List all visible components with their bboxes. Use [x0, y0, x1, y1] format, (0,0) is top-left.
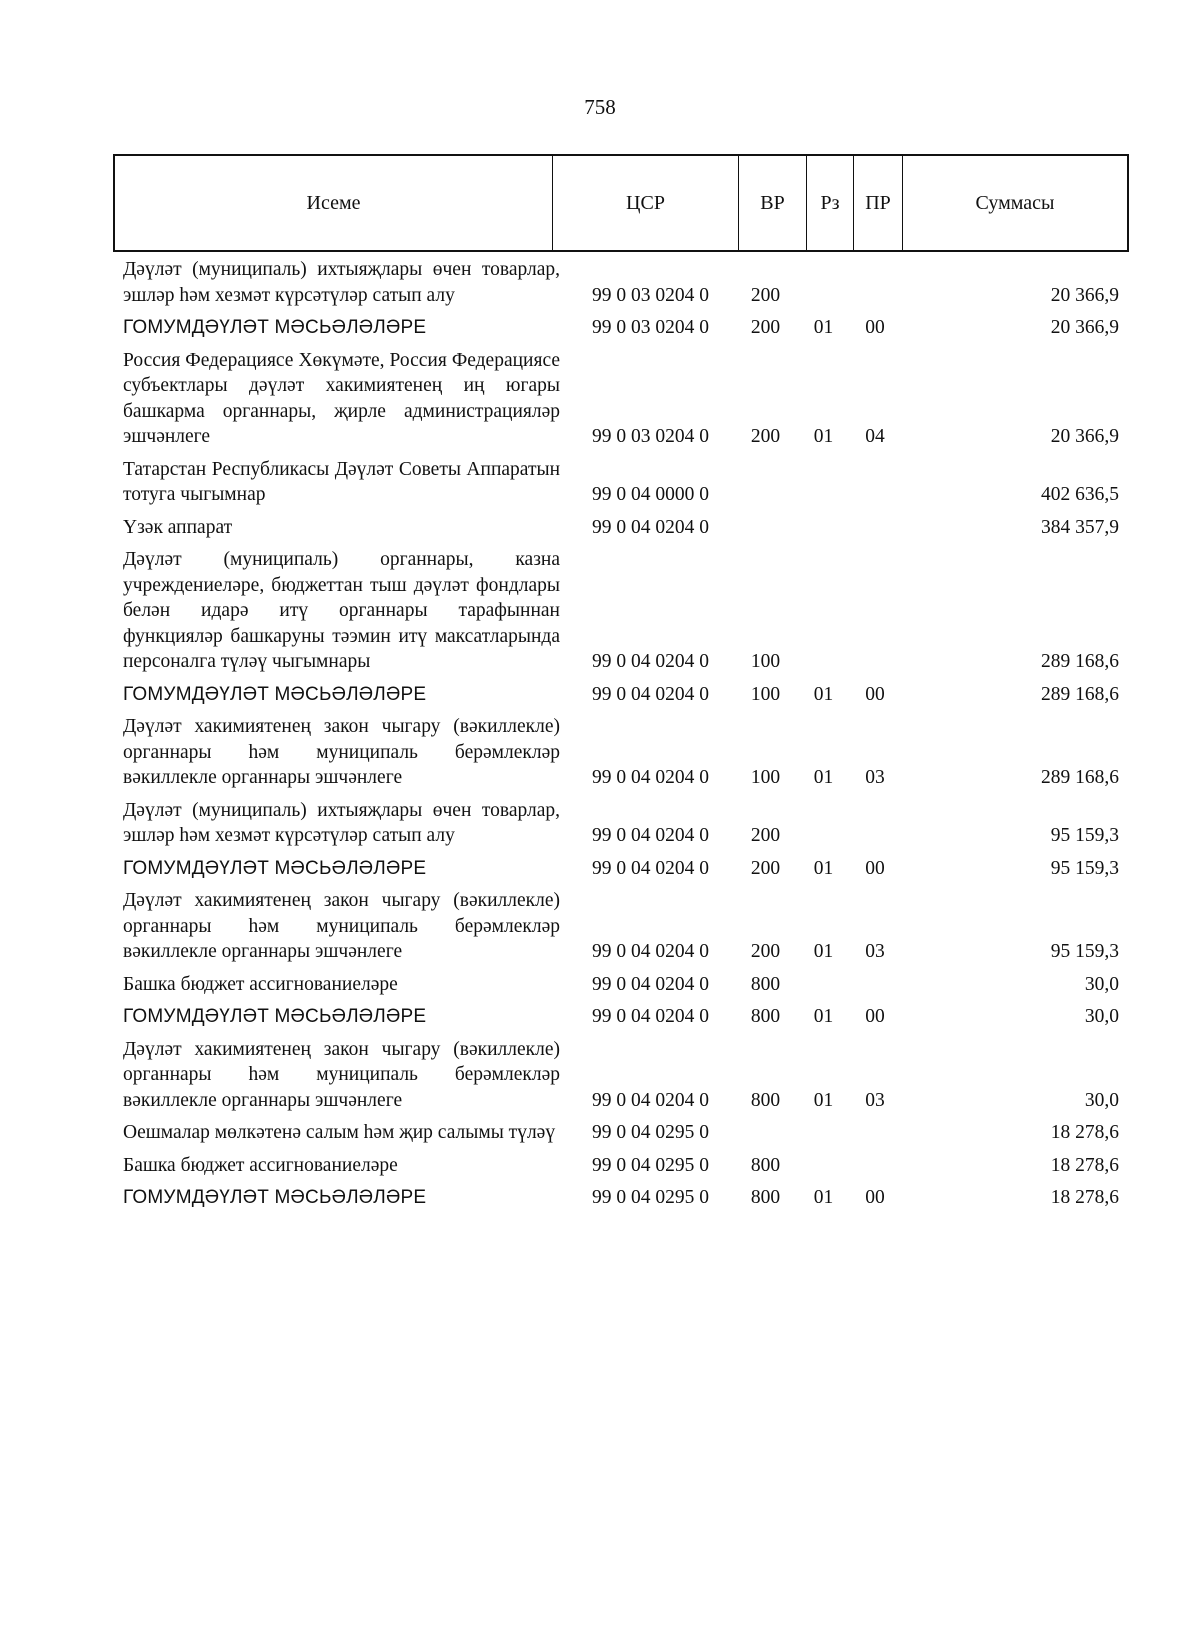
cell-sum: 95 159,3: [1050, 941, 1119, 962]
cell-rz: 01: [813, 683, 834, 705]
cell-sum: 289 168,6: [1041, 683, 1119, 705]
cell-rz: 01: [813, 1089, 834, 1111]
cell-pr: 03: [865, 1089, 885, 1111]
header-name: Исеме: [115, 156, 553, 250]
cell-rz: 01: [813, 767, 834, 788]
table-row: [123, 1120, 1123, 1146]
cell-sum: 18 278,6: [1050, 1122, 1119, 1143]
cell-rz: 01: [813, 1187, 834, 1208]
cell-csr: 99 0 04 0204 0: [592, 941, 709, 962]
table-row: [123, 257, 1123, 308]
table-row: [123, 682, 1123, 708]
cell-csr: 99 0 04 0295 0: [592, 1122, 709, 1143]
cell-csr: 99 0 04 0204 0: [592, 1089, 709, 1111]
cell-csr: 99 0 03 0204 0: [592, 426, 709, 447]
table-row: [123, 1185, 1123, 1211]
table-row: [123, 515, 1123, 541]
cell-pr: 04: [865, 426, 885, 447]
cell-name: ГОМУМДӘҮЛӘТ МӘСЬӘЛӘЛӘРЕ: [123, 1006, 427, 1027]
table-row: [123, 1004, 1123, 1030]
cell-vr: 200: [750, 426, 781, 447]
cell-name: Татарстан Республикасы Дәүләт Советы Аппаратын тотуга чыгымнар: [123, 458, 560, 505]
cell-pr: 00: [865, 317, 885, 338]
table-row: [123, 888, 1123, 965]
cell-pr: 00: [865, 1006, 885, 1027]
cell-sum: 30,0: [1084, 1089, 1119, 1111]
cell-rz: 01: [813, 941, 834, 962]
cell-name: Башка бюджет ассигнованиеләре: [123, 1154, 398, 1176]
cell-csr: 99 0 04 0204 0: [592, 651, 709, 672]
cell-vr: 800: [750, 1089, 781, 1111]
cell-csr: 99 0 04 0204 0: [592, 516, 709, 538]
table-row: [123, 348, 1123, 450]
cell-name: Дәүләт хакимиятенең закон чыгару (вәкиллекле) органнары һәм муниципаль берәмлекләр вәкиллекле органнары эшчәнлеге: [123, 890, 560, 962]
table-row: [123, 547, 1123, 675]
cell-sum: 289 168,6: [1041, 651, 1119, 672]
cell-vr: 800: [750, 1154, 781, 1176]
cell-sum: 20 366,9: [1050, 426, 1119, 447]
header-vr: ВР: [739, 156, 807, 250]
cell-csr: 99 0 03 0204 0: [592, 317, 709, 338]
cell-vr: 200: [750, 857, 781, 879]
cell-csr: 99 0 04 0295 0: [592, 1154, 709, 1176]
cell-sum: 20 366,9: [1050, 317, 1119, 338]
cell-sum: 402 636,5: [1041, 484, 1119, 505]
table-row: [123, 972, 1123, 998]
cell-vr: 100: [750, 767, 781, 788]
cell-csr: 99 0 04 0204 0: [592, 1006, 709, 1027]
cell-vr: 200: [750, 317, 781, 338]
cell-vr: 200: [750, 284, 781, 306]
cell-name: ГОМУМДӘҮЛӘТ МӘСЬӘЛӘЛӘРЕ: [123, 857, 427, 879]
cell-name: ГОМУМДӘҮЛӘТ МӘСЬӘЛӘЛӘРЕ: [123, 683, 427, 705]
cell-csr: 99 0 04 0204 0: [592, 825, 709, 846]
cell-pr: 00: [865, 857, 885, 879]
table-row: [123, 856, 1123, 882]
cell-name: Россия Федерациясе Хөкүмәте, Россия Федерациясе субъектлары дәүләт хакимиятенең иң югары башкарма органнары, җирле администрацияләр эшчәнлеге: [123, 349, 560, 447]
cell-vr: 800: [750, 1006, 781, 1027]
table-row: [123, 1037, 1123, 1114]
table-row: [123, 714, 1123, 791]
table-header: [113, 154, 1129, 252]
table-row: [123, 315, 1123, 341]
cell-name: Дәүләт хакимиятенең закон чыгару (вәкиллекле) органнары һәм муниципаль берәмлекләр вәкиллекле органнары эшчәнлеге: [123, 716, 560, 788]
table-row: [123, 457, 1123, 508]
cell-sum: 289 168,6: [1041, 767, 1119, 788]
table-row: [123, 798, 1123, 849]
cell-sum: 18 278,6: [1050, 1187, 1119, 1208]
cell-sum: 95 159,3: [1050, 825, 1119, 846]
cell-csr: 99 0 04 0295 0: [592, 1187, 709, 1208]
header-sum: Суммасы: [975, 191, 1055, 214]
cell-csr: 99 0 04 0204 0: [592, 973, 709, 995]
cell-pr: 00: [865, 683, 885, 705]
cell-rz: 01: [813, 317, 834, 338]
cell-rz: 01: [813, 857, 834, 879]
cell-pr: 00: [865, 1187, 885, 1208]
cell-name: Башка бюджет ассигнованиеләре: [123, 973, 398, 995]
table-row: [123, 1153, 1123, 1179]
cell-vr: 800: [750, 973, 781, 995]
cell-vr: 200: [750, 941, 781, 962]
cell-vr: 100: [750, 651, 781, 672]
cell-name: Дәүләт (муниципаль) ихтыяҗлары өчен товарлар, эшләр һәм хезмәт күрсәтүләр сатып алу: [123, 799, 560, 846]
cell-csr: 99 0 04 0204 0: [592, 683, 709, 705]
header-csr: ЦСР: [553, 156, 739, 250]
cell-pr: 03: [865, 767, 885, 788]
cell-name: ГОМУМДӘҮЛӘТ МӘСЬӘЛӘЛӘРЕ: [123, 317, 427, 338]
cell-vr: 100: [750, 683, 781, 705]
cell-csr: 99 0 04 0000 0: [592, 484, 709, 505]
cell-vr: 800: [750, 1187, 781, 1208]
header-rz: Рз: [807, 156, 854, 250]
cell-rz: 01: [813, 1006, 834, 1027]
cell-csr: 99 0 03 0204 0: [592, 284, 709, 306]
cell-name: ГОМУМДӘҮЛӘТ МӘСЬӘЛӘЛӘРЕ: [123, 1187, 427, 1208]
cell-sum: 384 357,9: [1041, 516, 1119, 538]
cell-pr: 03: [865, 941, 885, 962]
cell-csr: 99 0 04 0204 0: [592, 857, 709, 879]
cell-sum: 18 278,6: [1050, 1154, 1119, 1176]
cell-sum: 95 159,3: [1050, 857, 1119, 879]
cell-sum: 30,0: [1084, 973, 1119, 995]
header-pr: ПР: [854, 156, 903, 250]
table-body: [123, 257, 1123, 1218]
cell-name: Дәүләт (муниципаль) ихтыяҗлары өчен товарлар, эшләр һәм хезмәт күрсәтүләр сатып алу: [123, 259, 560, 306]
cell-name: Оешмалар мөлкәтенә салым һәм җир салымы түләү: [123, 1122, 556, 1143]
cell-rz: 01: [813, 426, 834, 447]
cell-vr: 200: [750, 825, 781, 846]
cell-sum: 20 366,9: [1050, 284, 1119, 306]
cell-csr: 99 0 04 0204 0: [592, 767, 709, 788]
cell-name: Дәүләт (муниципаль) органнары, казна учреждениеләре, бюджеттан тыш дәүләт фондлары белән идарә итү органнары тарафыннан функцияләр башкаруны тәэмин итү максатларында персоналга түләү чыгымнары: [123, 549, 560, 672]
cell-name: Дәүләт хакимиятенең закон чыгару (вәкиллекле) органнары һәм муниципаль берәмлекләр вәкиллекле органнары эшчәнлеге: [123, 1038, 560, 1111]
cell-name: Үзәк аппарат: [123, 516, 233, 538]
cell-sum: 30,0: [1084, 1006, 1119, 1027]
page-number: 758: [584, 95, 616, 119]
